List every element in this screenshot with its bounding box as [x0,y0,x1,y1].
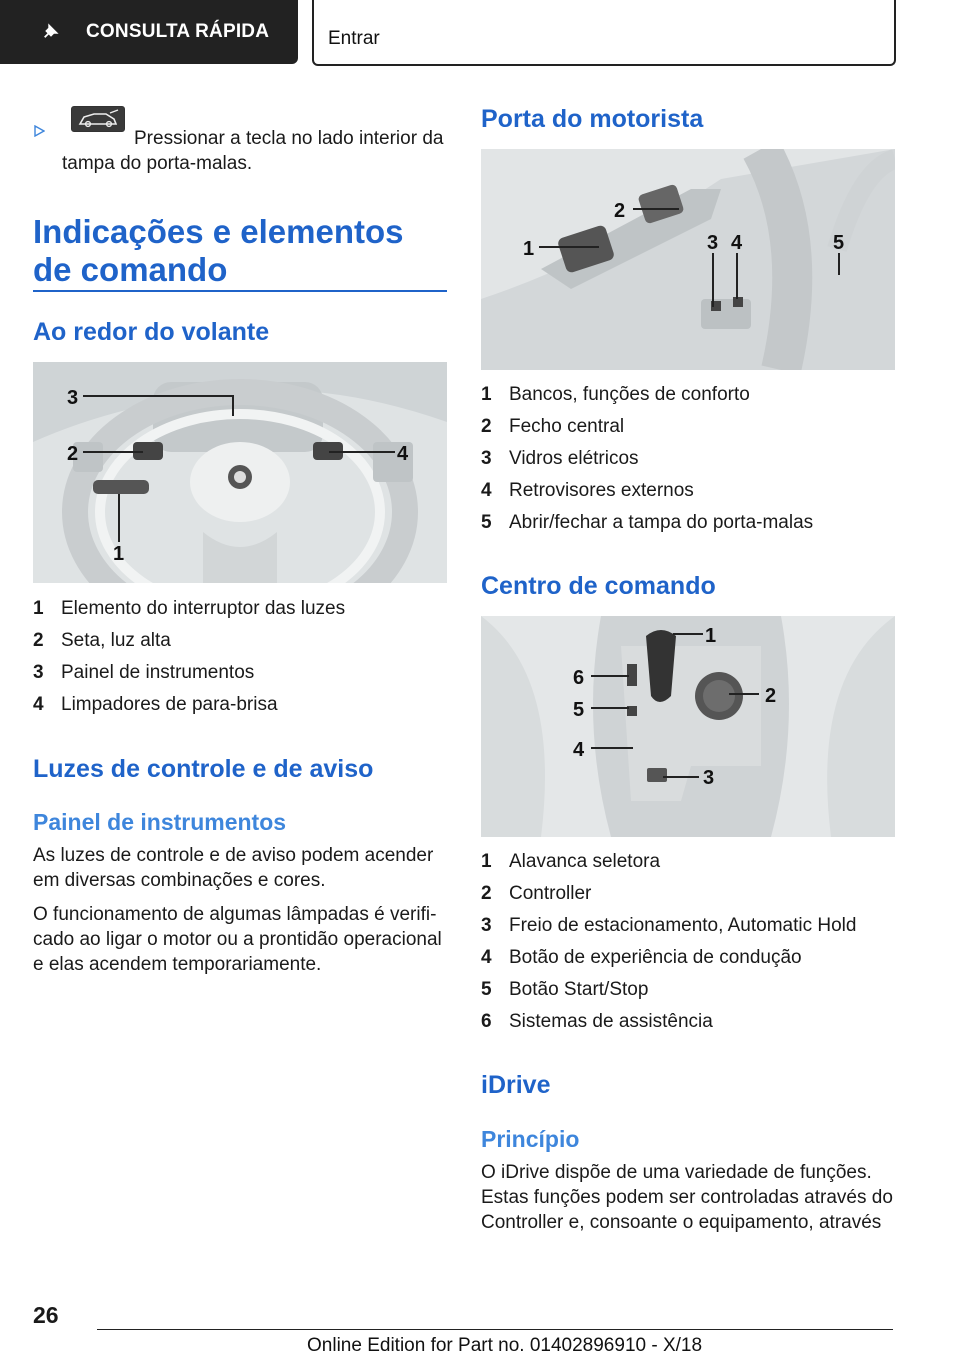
center-callout-2: 2 [765,685,777,707]
principle-subtitle: Princípio [481,1126,580,1152]
page-title: Indicações e elementos de comando [33,213,404,288]
door-callout-2: 2 [614,200,626,222]
item-text: Botão Start/Stop [509,979,649,1000]
list-item [481,414,624,439]
wheel-callout-2: 2 [67,443,79,465]
list-item [481,913,856,938]
item-number: 1 [481,851,492,872]
lights-section-title: Luzes de controle e de aviso [33,755,374,783]
item-number: 2 [481,416,492,437]
item-text: Seta, luz alta [61,630,171,651]
list-item [481,446,639,471]
page-number: 26 [33,1302,59,1328]
center-section-title: Centro de comando [481,572,716,600]
bullet-triangle-icon [33,124,45,142]
list-item [481,977,648,1002]
list-item [481,945,802,970]
item-text: Limpadores de para-brisa [61,694,278,715]
center-callout-3: 3 [703,767,715,789]
list-item [481,849,660,874]
wheel-section-title: Ao redor do volante [33,318,270,346]
section-header [312,0,896,66]
quick-reference-label: CONSULTA RÁPIDA [86,21,270,42]
title-rule [33,290,447,292]
list-item [481,382,750,407]
door-callout-4: 4 [731,232,743,254]
footer-rule [97,1329,893,1330]
item-text: Sistemas de assistência [509,1011,713,1032]
item-number: 1 [33,598,44,619]
wheel-callout-1: 1 [113,543,125,565]
list-item [481,478,694,503]
door-section-title: Porta do motorista [481,105,704,133]
list-item [481,881,591,906]
item-text: Alavanca seletora [509,851,661,872]
list-item [33,660,254,685]
door-callout-3: 3 [707,232,719,254]
item-text: Painel de instrumentos [61,662,255,683]
center-callout-6: 6 [573,667,585,689]
intro-text: Pressionar a tecla no lado interior da tampa do porta-malas. [62,128,444,174]
item-number: 3 [481,915,492,936]
door-callout-1: 1 [523,238,535,260]
item-text: Bancos, funções de conforto [509,384,750,405]
center-callout-5: 5 [573,699,585,721]
item-number: 1 [481,384,492,405]
item-text: Vidros elétricos [509,448,639,469]
wheel-callout-3: 3 [67,387,79,409]
item-number: 5 [481,979,492,1000]
item-text: Elemento do interruptor das luzes [61,598,346,619]
list-item [481,1009,713,1034]
item-number: 4 [481,947,492,968]
item-number: 2 [33,630,44,651]
item-number: 5 [481,512,492,533]
item-text: Retrovisores externos [509,480,694,501]
item-number: 4 [481,480,492,501]
intro-paragraph [62,126,452,176]
quick-reference-tab[interactable] [0,0,298,64]
item-number: 4 [33,694,44,715]
item-number: 3 [481,448,492,469]
item-number: 3 [33,662,44,683]
item-text: Fecho central [509,416,625,437]
edition-footer: Online Edition for Part no. 01402896910 - X/18 [307,1335,703,1356]
idrive-paragraph: O iDrive dispõe de uma variedade de funções. Estas funções podem ser controladas através do Controller e, consoante o equipamento, através [481,1162,893,1233]
item-number: 6 [481,1011,492,1032]
idrive-section-title: iDrive [481,1071,551,1099]
item-text: Controller [509,883,592,904]
pin-icon [42,22,60,40]
center-callout-1: 1 [705,625,717,647]
item-text: Botão de experiência de condução [509,947,802,968]
list-item [33,596,345,621]
section-title: Entrar [328,28,380,49]
list-item [33,628,171,653]
door-callout-5: 5 [833,232,845,254]
driver-door-figure [481,149,895,370]
list-item [481,510,813,535]
list-item [33,692,278,717]
center-console-figure [481,616,895,837]
lights-paragraph-2: O funcionamento de algumas lâmpadas é verificado ao ligar o motor ou a prontidão operacional e elas acendem temporariamente. [33,904,442,975]
item-text: Abrir/fechar a tampa do porta-malas [509,512,814,533]
item-text: Freio de estacionamento, Automatic Hold [509,915,857,936]
steering-wheel-figure [33,362,447,583]
center-callout-4: 4 [573,739,585,761]
wheel-callout-4: 4 [397,443,409,465]
lights-paragraph-1: As luzes de controle e de aviso podem acender em diversas combinações e cores. [33,845,434,891]
instrument-panel-subtitle: Painel de instrumentos [33,809,287,835]
item-number: 2 [481,883,492,904]
